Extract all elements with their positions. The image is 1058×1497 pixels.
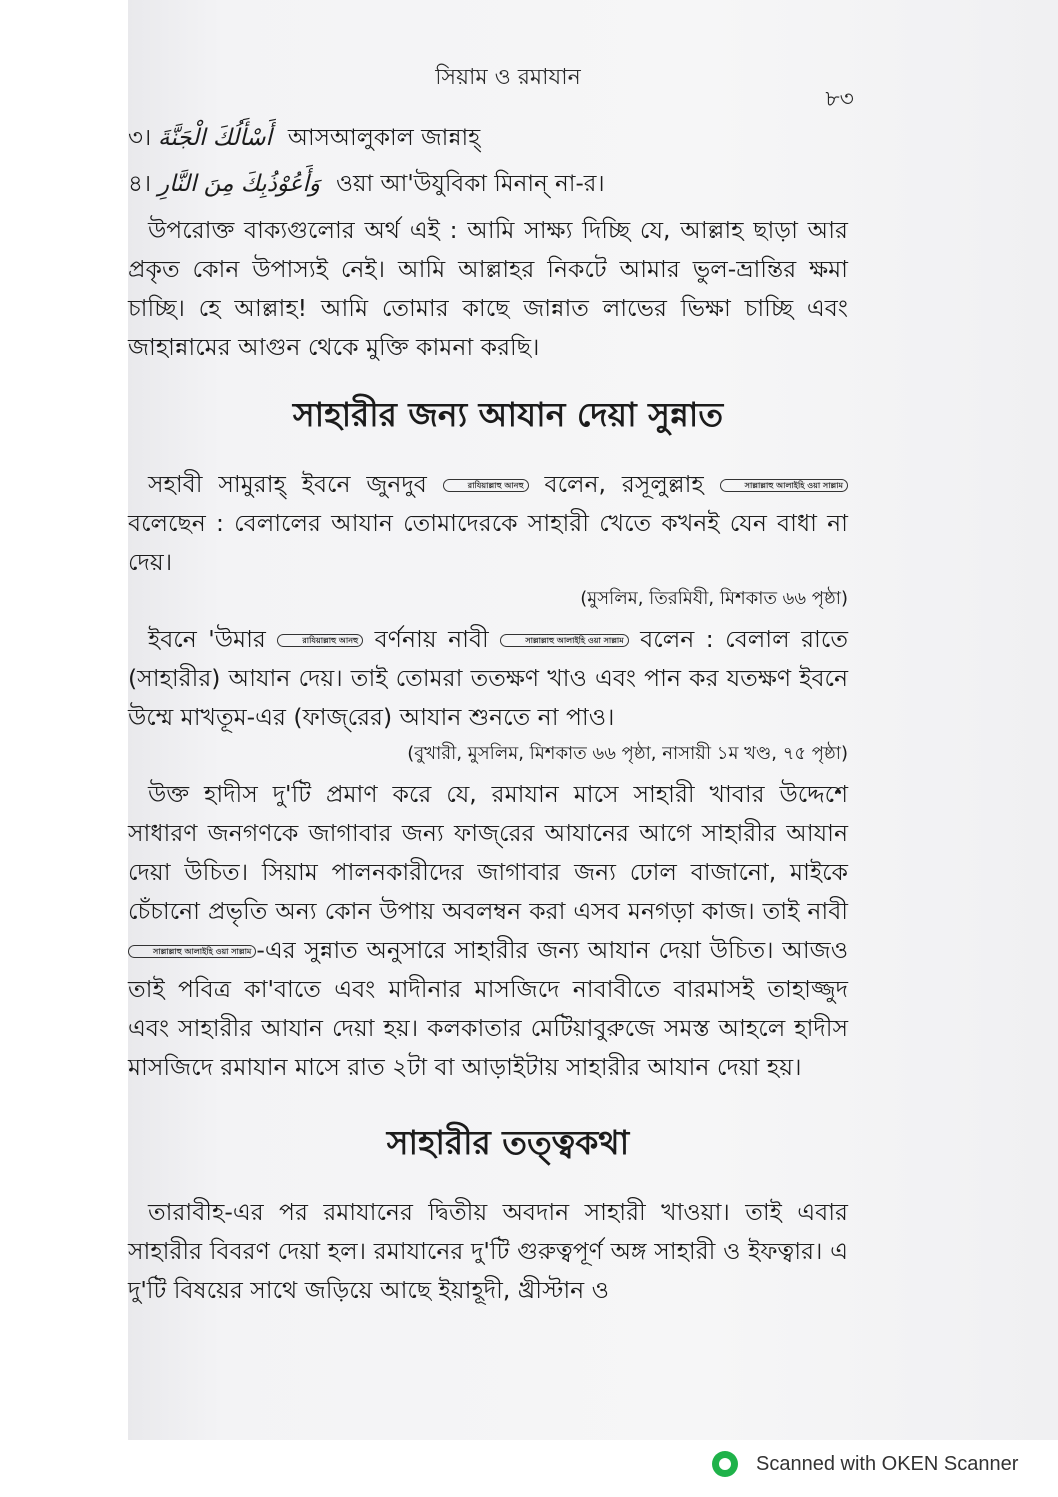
section-heading-sahari-azan: সাহারীর জন্য আযান দেয়া সুন্নাত xyxy=(292,395,724,434)
hadith-text: সহাবী সামুরাহ্ ইবনে জুনদুব xyxy=(148,470,427,498)
dua-line xyxy=(128,161,848,207)
radiyallahu-anhu-icon: রাযিয়াল্লাহু আনহু xyxy=(277,634,363,647)
radiyallahu-anhu-icon: রাযিয়াল্লাহু আনহু xyxy=(443,479,529,492)
scanner-watermark-text: Scanned with OKEN Scanner xyxy=(756,1452,1019,1475)
dua-arabic: أَسْأَلُكَ الْجَنَّةَ xyxy=(158,125,272,151)
oken-scanner-logo-icon xyxy=(712,1451,738,1477)
dua-transliteration: ওয়া আ'উযুবিকা মিনান্ না-র। xyxy=(336,171,605,197)
hadith-text: বলেন, রসূলুল্লাহ xyxy=(544,470,704,498)
book-page xyxy=(128,60,854,1310)
hadith-source: (মুসলিম, তিরমিযী, মিশকাত ৬৬ পৃষ্ঠা) xyxy=(580,588,848,609)
commentary-text: উক্ত হাদীস দু'টি প্রমাণ করে যে, রমাযান মাসে সাহারী খাবার উদ্দেশে সাধারণ জনগণকে জাগাবার জন্য ফাজ্‌রের আযানের আগে সাহারীর আযান দেয়া উচিত। সিয়াম পালনকারীদের জাগাবার জন্য ঢোল বাজানো, মাইকে চেঁচানো প্রভৃতি অন্য কোন উপায় অবলম্বন করা এসব মনগড়া কাজ। তাই নাবী xyxy=(128,780,848,925)
commentary-paragraph xyxy=(128,775,848,1087)
hadith-text: বর্ণনায় নাবী xyxy=(374,625,489,653)
hadith-text: ইবনে 'উমার xyxy=(148,625,266,653)
hadith-source: (বুখারী, মুসলিম, মিশকাত ৬৬ পৃষ্ঠা, নাসায়ী ১ম খণ্ড, ৭৫ পৃষ্ঠা) xyxy=(407,743,848,764)
commentary-text: -এর সুন্নাত অনুসারে সাহারীর জন্য আযান দেয়া উচিত। আজও তাই পবিত্র কা'বাতে এবং মাদীনার মাসজিদে নাবাবীতে বারমাসই তাহাজ্জুদ এবং সাহারীর আযান দেয়া হয়। কলকাতার মেটিয়াবুরুজে সমস্ত আহলে হাদীস মাসজিদে রমাযান মাসে রাত ২টা বা আড়াইটায় সাহারীর আযান দেয়া হয়। xyxy=(128,936,848,1081)
dua-number: ৪। xyxy=(128,171,152,197)
dua-line xyxy=(128,115,848,161)
sallallahu-alaihi-wasallam-icon: সাল্লাল্লাহু আলাইহি ওয়া সাল্লাম xyxy=(128,945,256,958)
sallallahu-alaihi-wasallam-icon: সাল্লাল্লাহু আলাইহি ওয়া সাল্লাম xyxy=(720,479,848,492)
dua-list xyxy=(128,115,848,207)
dua-number: ৩। xyxy=(128,125,152,151)
sallallahu-alaihi-wasallam-icon: সাল্লাল্লাহু আলাইহি ওয়া সাল্লাম xyxy=(500,634,628,647)
running-head: সিয়াম ও রমাযান xyxy=(435,65,581,90)
dua-transliteration: আসআলুকাল জান্নাহ্ xyxy=(287,125,481,151)
meaning-paragraph: উপরোক্ত বাক্যগুলোর অর্থ এই : আমি সাক্ষ্য দিচ্ছি যে, আল্লাহ ছাড়া আর প্রকৃত কোন উপাস্যই নেই। আমি আল্লাহর নিকটে আমার ভুল-ভ্রান্তির ক্ষমা চাচ্ছি। হে আল্লাহ! আমি তোমার কাছে জান্নাত লাভের ভিক্ষা চাচ্ছি এবং জাহান্নামের আগুন থেকে মুক্তি কামনা করছি। xyxy=(128,216,848,361)
hadith-paragraph xyxy=(128,465,848,582)
essence-paragraph: তারাবীহ-এর পর রমাযানের দ্বিতীয় অবদান সাহারী খাওয়া। তাই এবার সাহারীর বিবরণ দেয়া হল। রমাযানের দু'টি গুরুত্বপূর্ণ অঙ্গ সাহারী ও ইফত্বার। এ দু'টি বিষয়ের সাথে জড়িয়ে আছে ইয়াহূদী, খ্রীস্টান ও xyxy=(128,1198,848,1304)
scanner-watermark xyxy=(712,1447,1018,1481)
dua-arabic: وَأَعُوْذُبِكَ مِنَ النَّارِ xyxy=(158,171,321,197)
hadith-paragraph xyxy=(128,620,848,737)
section-heading-sahari-essence: সাহারীর তত্ত্বকথা xyxy=(386,1123,630,1162)
hadith-text: বলেন : বেলাল রাতে (সাহারীর) আযান দেয়। তাই তোমরা ততক্ষণ খাও এবং পান কর যতক্ষণ ইবনে উম্মে মাখতূম-এর (ফাজ্‌রের) আযান শুনতে না পাও। xyxy=(128,625,848,731)
hadith-text: বলেছেন : বেলালের আযান তোমাদেরকে সাহারী খেতে কখনই যেন বাধা না দেয়। xyxy=(128,509,848,576)
page-number: ৮৩ xyxy=(825,87,854,112)
